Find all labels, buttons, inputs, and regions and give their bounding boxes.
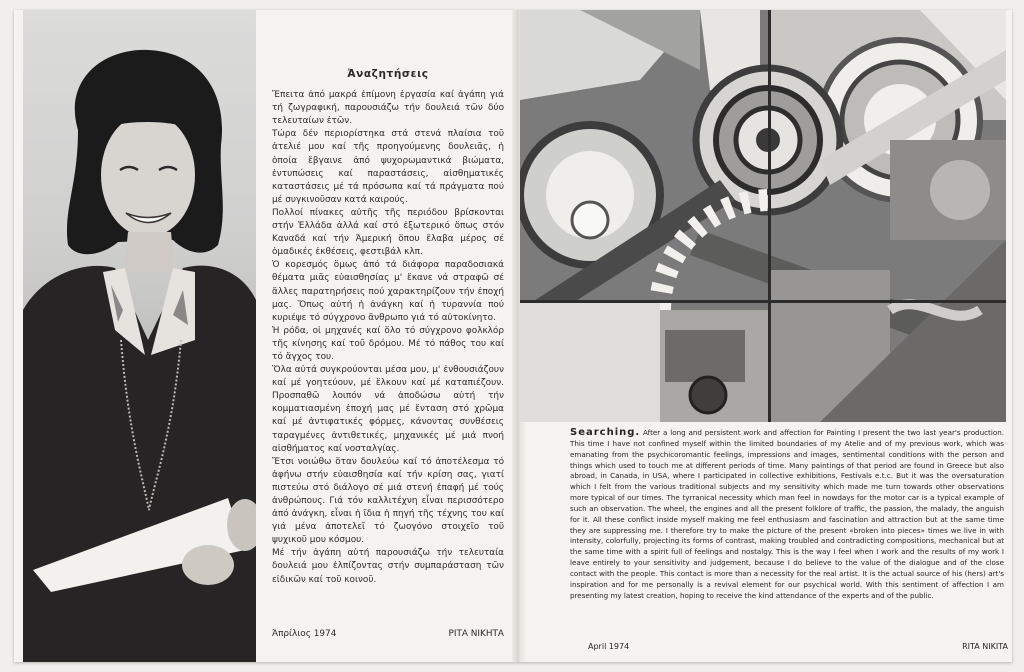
greek-signature-line (272, 628, 504, 641)
greek-paragraph: Μέ τήν ἀγάπη αὐτή παρουσιάζω τήν τελευταία δουλειά μου ἐλπίζοντας στήν συμπαράσταση τῶν εἰδικῶν καί τοῦ κοινοῦ. (272, 548, 504, 585)
greek-paragraph: Ἔπειτα ἀπό μακρά ἐπίμονη ἐργασία καί ἀγάπη γιά τή ζωγραφική, παρουσιάζω τήν δουλειά τῶν δύο τελευταίων ἐτῶν. (272, 90, 504, 127)
greek-paragraph: Τώρα δέν περιορίστηκα στά στενά πλαίσια τοῦ ἀτελιέ μου καί τῆς προηγούμενης δουλειᾶς, ἡ ὁποία ἔβγαινε ἀπό ψυχορωμαντικά βιώματα, ἐντυπώσεις καί παραστάσεις, αἰσθηματικές καταστάσεις μέ τά πρόσωπα καί τά πράγματα πού μέ συγκινοῦσαν κατά καιρούς. (272, 129, 504, 205)
english-body: After a long and persistent work and affection for Painting I present the two last year's production. This time I have not confined myself within the limited boundaries of my Atelie and of my previous work, which was emanating from the psychicoromantic feelings, impressions and images, sentimental conditions with the person and things which used to touch me at different periods of time. Many paintings of that period are found in Greece but also abroad, in Canada, in USA, where I participated in collective exhibitions, Festivals e.t.c. But it was the oversaturation which I felt from the various traditional subjects and my sensitivity which made me turn towards other observations more typical of our times. The tyrranical necessity which man feel in nowdays for the motor car is a typical example of such an observation. The wheel, the engines and all the present folklore of traffic, the passion, the malady, the anguish for it. All these conflict inside myself making me feel enthusiasm and fascination and attraction but at the same time they are suppressing me. I therefore try to make the picture of the present «broken into pieces» times we live in with intensity, colorfully, projecting its forms of contrast, making troubled and contradicting compositions, mechanical but at the same time with a spirit full of feelings and nostalgy. This is the way I feel when I work and the results of my work I leave entirely to your sensitivity and judgement, because I do believe to the value of the dialogue and of the close contact with the people. This contact is more than a necessity for the real artist. It is the actual source of his (hers) art's inspiration and for me personally is a revival element for our psychical world. With this sentiment of affection I am presenting my latest creation, hoping to receive the kind attendance of the experts and of the public. (570, 428, 1004, 600)
greek-paragraph: Ὅλα αὐτά συγκρούονται μέσα μου, μ' ἐνθουσιάζουν καί μέ γοητεύουν, μέ ἕλκουν καί μέ καταπιέζουν. Προσπαθῶ λοιπόν νά ἀποδώσω αὐτή τήν κομματιασμένη ἐποχή μας μέ ἔνταση στό χρῶμα καί μέ ἀντιφατικές φόρμες, κάνοντας συνθέσεις ταραγμένες ἀντιθετικές, μηχανικές μέ μιά πνοή αἰσθήματος καί νοσταλγίας. (272, 365, 504, 454)
greek-date: Ἀπρίλιος 1974 (272, 629, 337, 639)
english-date: April 1974 (588, 642, 630, 651)
greek-paragraph: Ὁ κορεσμός ὅμως ἀπό τά διάφορα παραδοσιακά θέματα μιᾶς εὐαισθησίας μ' ἔκανε νά στραφῶ σέ ἄλλες παρατηρήσεις πού χαρακτηρίζουν τήν ἐποχή μας. Ὅπως αὐτή ἡ ἀνάγκη καί ἡ τυραννία πού κυριέψε τό σύγχρονο ἄνθρωπο γιά τό αὐτοκίνητο. (272, 260, 504, 323)
english-lead-word: Searching. (570, 427, 641, 438)
greek-paragraph: Ἔτσι νοιώθω ὅταν δουλεύω καί τό ἀποτέλεσμα τό ἀφήνω στήν εὐαισθησία καί τήν κρίση σας, γιατί πιστεύω στό διάλογο σέ μιά στενή ἐπαφή μέ τούς ἀνθρώπους. Γιά τόν καλλιτέχνη εἶναι περισσότερο ἀπό ἀνάγκη, εἶναι ἡ ἴδια ἡ πηγή τῆς τέχνης του καί γιά μένα ἀποτελεῖ τό ζωογόνο στοιχεῖο τοῦ ψυχικοῦ μου κόσμου. (272, 456, 504, 546)
english-signature-line (588, 642, 1008, 653)
greek-text-column (272, 68, 504, 639)
brochure-spread (14, 10, 1012, 662)
english-signature: RITA NIKITA (962, 642, 1008, 651)
artist-portrait-photo (23, 10, 256, 662)
greek-signature: ΡΙΤΑ ΝΙΚΗΤΑ (448, 629, 504, 639)
abstract-painting-image (520, 10, 1006, 422)
greek-title: Ἀναζητήσεις (347, 68, 429, 80)
english-text-block (570, 427, 1008, 651)
greek-paragraph: Πολλοί πίνακες αὐτῆς τῆς περιόδου βρίσκονται στήν Ἑλλάδα ἀλλά καί στό ἐξωτερικό ὅπως στόν Καναδά καί τήν Ἀμερική ὅπου ἔλαβα μέρος σέ ὁμαδικές ἐκθέσεις, φεστιβάλ κλπ. (272, 207, 504, 258)
greek-paragraph: Ἡ ρόδα, οἱ μηχανές καί ὅλο τό σύγχρονο φολκλόρ τῆς κίνησης καί τοῦ δρόμου. Μέ τό πάθος του καί τό ἄγχος του. (272, 325, 504, 362)
